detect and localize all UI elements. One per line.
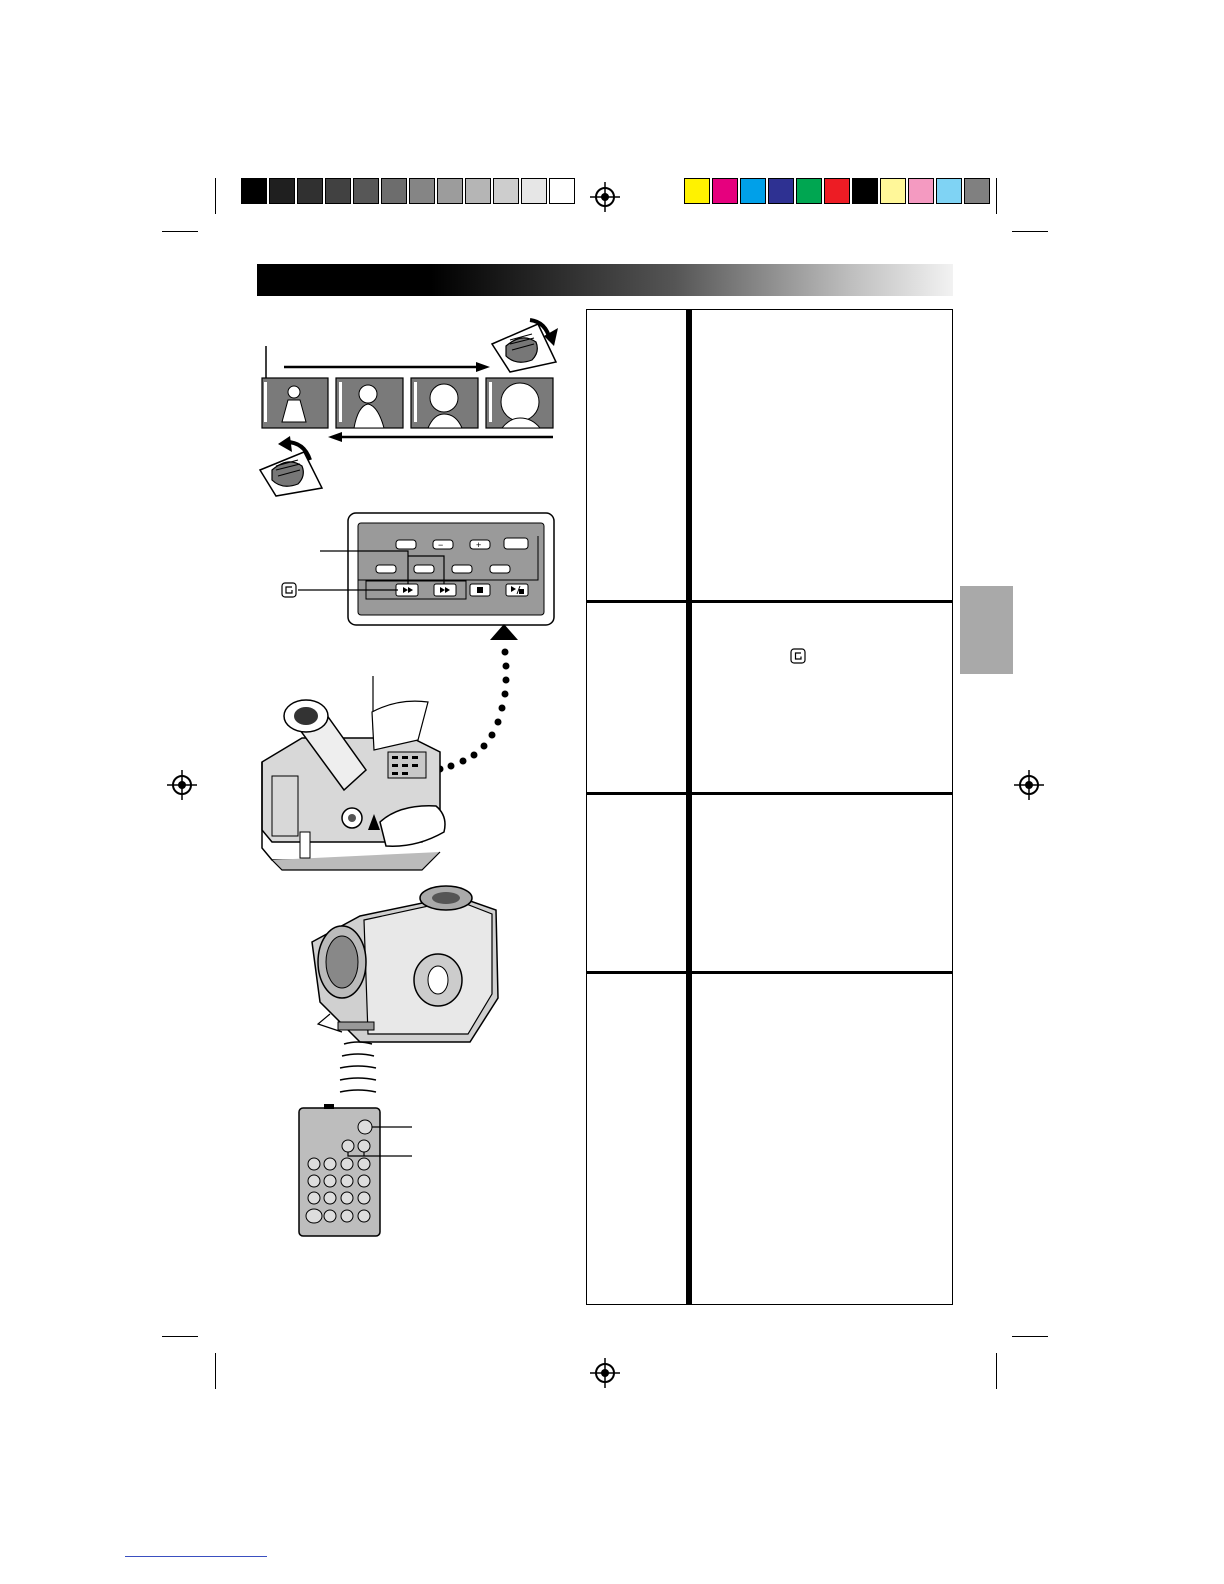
zoom-frame — [486, 378, 553, 428]
svg-text:+: + — [476, 540, 482, 550]
svg-text:−: − — [438, 540, 444, 550]
zoom-frame — [411, 378, 478, 428]
camcorder-front-illustration — [312, 886, 498, 1092]
page-link-underline[interactable] — [125, 1556, 267, 1557]
stop-icon — [477, 587, 483, 593]
zoom-wheel-icon — [492, 320, 558, 372]
remote-control-illustration — [299, 1104, 412, 1236]
return-symbol-icon — [282, 583, 296, 597]
zoom-frame — [262, 378, 328, 428]
zoom-wheel-icon — [260, 436, 322, 496]
zoom-frame — [336, 378, 403, 428]
zoom-sequence-illustration — [260, 320, 558, 496]
camcorder-illustration — [262, 676, 445, 870]
